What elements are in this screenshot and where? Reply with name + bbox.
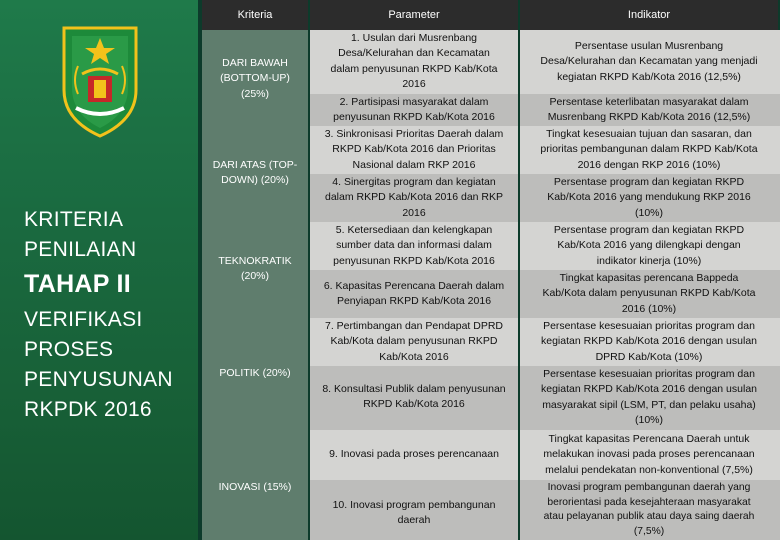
cell-line: Kab/Kota dalam penyusunan RKPD Kab/Kota — [542, 287, 756, 300]
kriteria-inovasi — [202, 480, 308, 495]
cell-line: 2. Partisipasi masyarakat dalam — [339, 96, 489, 108]
cell-line: 3. Sinkronisasi Prioritas Daerah dalam — [324, 128, 504, 140]
cell-line: 10. Inovasi program pembangunan — [332, 499, 496, 511]
cell-line: Persentase keterlibatan masyarakat dalam — [549, 96, 749, 108]
cell-line: dalam penyusunan RKPD Kab/Kota — [330, 62, 498, 75]
cell-line: dalam RKPD Kab/Kota 2016 dan RKP — [324, 191, 504, 204]
kriteria-label: (BOTTOM-UP) — [220, 72, 290, 85]
cell-line: 2016 dengan RKP 2016 (10%) — [577, 158, 721, 171]
cell-line: 2016 (10%) — [621, 302, 677, 315]
kriteria-teknokratik — [202, 254, 308, 285]
cell-line: Kab/Kota 2016 yang mendukung RKP 2016 — [547, 191, 751, 204]
kriteria-label: TEKNOKRATIK — [218, 255, 292, 267]
indikator-cell — [520, 95, 778, 126]
parameter-cell — [310, 95, 518, 126]
cell-line: (10%) — [634, 206, 663, 219]
cell-line: Kab/Kota 2016 — [379, 350, 449, 363]
cell-line: penyusunan RKPD Kab/Kota 2016 — [333, 111, 495, 124]
parameter-cell — [310, 31, 518, 92]
cell-line: 9. Inovasi pada proses perencanaan — [329, 448, 499, 460]
cell-line: melalui pendekatan non-konventional (7,5%) — [545, 463, 753, 476]
cell-line: 5. Ketersediaan dan kelengkapan — [335, 224, 493, 236]
cell-line: Persentase program dan kegiatan RKPD — [553, 176, 745, 188]
cell-line: Musrenbang RKPD Kab/Kota 2016 (12,5%) — [547, 111, 751, 124]
cell-line: Inovasi program pembangunan daerah yang — [547, 482, 751, 493]
cell-line: melakukan inovasi pada proses perencanaan — [543, 448, 755, 461]
indikator-cell — [520, 175, 778, 221]
page-title — [24, 205, 173, 425]
cell-line: indikator kinerja (10%) — [596, 254, 702, 267]
title-line: TAHAP II — [24, 270, 132, 298]
cell-line: daerah — [397, 514, 431, 527]
kriteria-weight: (25%) — [240, 87, 269, 100]
kriteria-top-down — [202, 158, 308, 189]
parameter-cell — [310, 447, 518, 462]
title-line: PENILAIAN — [24, 238, 137, 261]
cell-line: penyusunan RKPD Kab/Kota 2016 — [333, 254, 495, 267]
parameter-cell — [310, 127, 518, 173]
header-indikator: Indikator — [520, 0, 778, 30]
cell-line: DPRD Kab/Kota (10%) — [595, 350, 703, 363]
kriteria-politik — [202, 366, 308, 381]
indikator-cell — [520, 319, 778, 365]
indikator-cell — [520, 127, 778, 173]
cell-line: RKPD Kab/Kota 2016 — [363, 398, 465, 411]
cell-line: Desa/Kelurahan dan Kecamatan yang menjadi — [540, 55, 758, 68]
cell-line: Persentase kesesuaian prioritas program dan — [543, 368, 755, 380]
kriteria-weight: (20%) — [240, 270, 269, 283]
cell-line: Penyiapan RKPD Kab/Kota 2016 — [336, 295, 492, 308]
indikator-cell — [520, 271, 778, 317]
cell-line: 4. Sinergitas program dan kegiatan — [332, 176, 496, 188]
cell-line: Kab/Kota 2016 yang dilengkapi dengan — [557, 239, 741, 252]
cell-line: 7. Pertimbangan dan Pendapat DPRD — [324, 320, 504, 332]
parameter-cell — [310, 382, 518, 413]
kriteria-label: DARI BAWAH — [222, 57, 288, 69]
header-parameter: Parameter — [310, 0, 518, 30]
cell-line: kegiatan RKPD Kab/Kota 2016 (12,5%) — [557, 70, 741, 83]
cell-line: Persentase program dan kegiatan RKPD — [553, 224, 745, 236]
indikator-cell — [520, 432, 778, 478]
cell-line: masyarakat sipil (LSM, PT, dan pelaku usaha) — [542, 398, 756, 411]
cell-line: RKPD Kab/Kota 2016 dan Prioritas — [332, 143, 496, 156]
kriteria-column — [202, 30, 308, 540]
cell-line: 8. Konsultasi Publik dalam penyusunan — [322, 383, 506, 395]
parameter-cell — [310, 319, 518, 365]
title-line: VERIFIKASI — [24, 308, 143, 331]
indikator-cell — [520, 39, 778, 85]
title-line: RKPDK 2016 — [24, 398, 152, 421]
cell-line: Tingkat kapasitas Perencana Daerah untuk — [548, 433, 750, 445]
cell-line: 2016 — [402, 206, 426, 219]
parameter-cell — [310, 279, 518, 310]
indikator-cell — [520, 367, 778, 428]
title-line: KRITERIA — [24, 208, 124, 231]
kriteria-label: DOWN) (20%) — [221, 174, 289, 187]
cell-line: atau pelayanan publik atau daya saing daerah — [543, 511, 755, 522]
cell-line: Kab/Kota dalam penyusunan RKPD — [330, 335, 498, 348]
title-line: PENYUSUNAN — [24, 368, 173, 391]
cell-line: 6. Kapasitas Perencana Daerah dalam — [323, 280, 505, 292]
cell-line: Desa/Kelurahan dan Kecamatan — [338, 47, 490, 60]
cell-line: Persentase usulan Musrenbang — [574, 40, 724, 52]
cell-line: 1. Usulan dari Musrenbang — [350, 32, 478, 44]
kriteria-bottom-up — [202, 56, 308, 102]
cell-line: sumber data dan informasi dalam — [336, 239, 492, 252]
parameter-cell — [310, 223, 518, 269]
kriteria-label: POLITIK (20%) — [219, 367, 291, 379]
cell-line: kegiatan RKPD Kab/Kota 2016 dengan usulan — [541, 335, 757, 348]
parameter-cell — [310, 498, 518, 529]
cell-line: Nasional dalam RKP 2016 — [352, 158, 476, 171]
cell-line: (10%) — [634, 413, 663, 426]
parameter-cell — [310, 175, 518, 221]
cell-line: (7,5%) — [633, 525, 665, 537]
kriteria-label: DARI ATAS (TOP- — [212, 159, 298, 171]
cell-line: Persentase kesesuaian prioritas program dan — [543, 320, 755, 332]
cell-line: prioritas pembangunan dalam RKPD Kab/Kota — [540, 143, 758, 156]
criteria-table — [198, 0, 780, 540]
cell-line: 2016 — [402, 77, 426, 90]
indikator-cell — [520, 223, 778, 269]
left-title-panel — [0, 0, 198, 540]
header-kriteria: Kriteria — [202, 0, 308, 30]
title-line: PROSES — [24, 338, 114, 361]
cell-line: berorientasi pada kesejahteraan masyarakat — [547, 496, 751, 508]
kriteria-label: INOVASI (15%) — [218, 481, 292, 493]
regional-emblem-icon — [58, 20, 142, 140]
cell-line: Tingkat kapasitas perencana Bappeda — [559, 272, 739, 284]
cell-line: kegiatan RKPD Kab/Kota 2016 dengan usulan — [541, 383, 757, 396]
cell-line: Tingkat kesesuaian tujuan dan sasaran, dan — [546, 128, 752, 140]
indikator-cell — [520, 481, 778, 539]
